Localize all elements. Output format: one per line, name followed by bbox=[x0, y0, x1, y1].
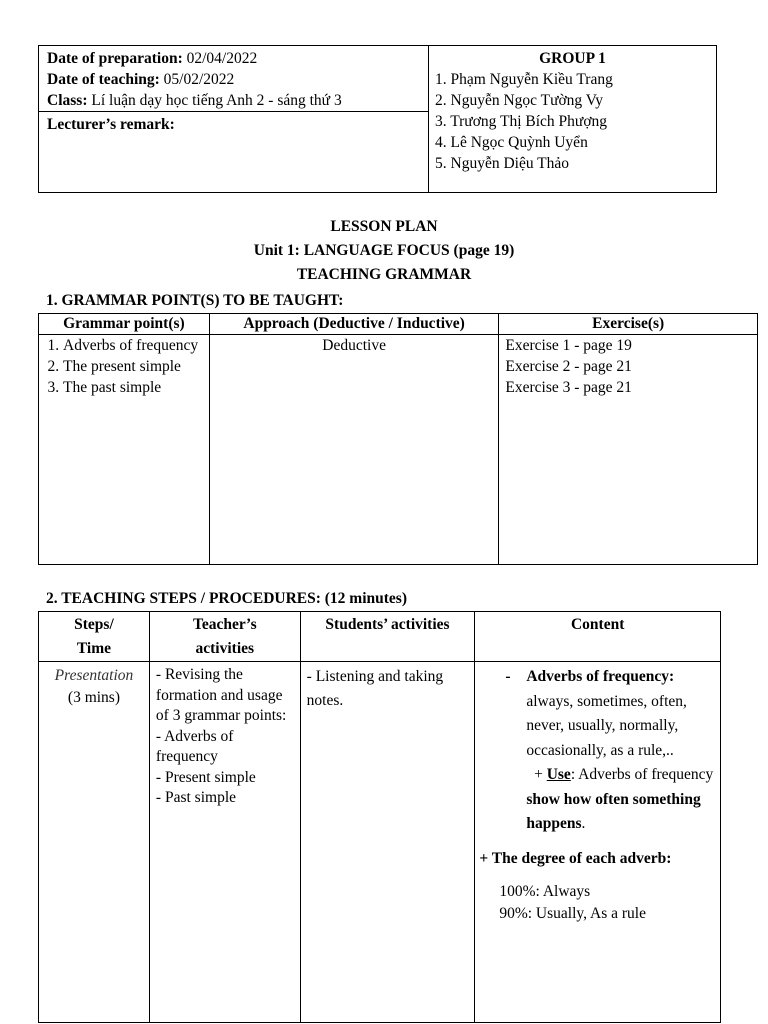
adverbs-title: Adverbs of frequency: bbox=[526, 668, 675, 685]
group-member: 2. Nguyễn Ngọc Tường Vy bbox=[435, 92, 604, 109]
table-row bbox=[39, 335, 758, 565]
list-item: Exercise 1 - page 19 bbox=[505, 337, 632, 354]
class-value: Lí luận dạy học tiếng Anh 2 - sáng thứ 3 bbox=[91, 92, 342, 109]
teacher-header bbox=[149, 612, 300, 662]
lecturer-remark bbox=[39, 112, 444, 137]
adverbs-block bbox=[503, 665, 714, 763]
section1-heading: 1. GRAMMAR POINT(S) TO BE TAUGHT: bbox=[46, 292, 344, 309]
steps-table-header bbox=[39, 612, 721, 662]
grammar-table-header bbox=[39, 314, 758, 335]
students-activities-cell bbox=[300, 662, 475, 1023]
degree-title: + The degree of each adverb: bbox=[479, 849, 672, 867]
list-item: 3. The past simple bbox=[63, 377, 203, 398]
class-label: Class: bbox=[47, 92, 88, 109]
header-box bbox=[38, 45, 717, 193]
step-time: (3 mins) bbox=[67, 688, 120, 706]
date-teaching-line bbox=[47, 69, 420, 90]
teacher-header-line1: Teacher’s bbox=[192, 616, 257, 633]
teacher-header-line2: activities bbox=[195, 640, 255, 657]
steps-header bbox=[39, 612, 150, 662]
steps-table bbox=[38, 611, 721, 1023]
students-activity: - Listening and taking notes. bbox=[306, 668, 444, 709]
students-header: Students’ activities bbox=[300, 612, 475, 662]
grammar-points-list bbox=[41, 335, 203, 398]
approach-cell bbox=[209, 335, 499, 565]
exercises-cell bbox=[499, 335, 758, 565]
date-teaching-label: Date of teaching: bbox=[47, 71, 160, 88]
group-title: GROUP 1 bbox=[539, 50, 606, 67]
steps-header-line1: Steps/ bbox=[74, 616, 114, 633]
teacher-activity: - Revising the formation and usage of 3 grammar points: bbox=[155, 666, 287, 724]
teaching-grammar-title: TEACHING GRAMMAR bbox=[296, 266, 472, 283]
teacher-activity: - Past simple bbox=[155, 789, 237, 806]
teacher-activity: - Present simple bbox=[155, 768, 256, 786]
use-text: : Adverbs of frequency bbox=[570, 766, 714, 783]
content-header: Content bbox=[475, 612, 721, 662]
date-preparation-label: Date of preparation: bbox=[47, 50, 183, 67]
content-cell bbox=[475, 662, 721, 1023]
step-name: Presentation bbox=[54, 667, 134, 684]
date-preparation-line bbox=[47, 48, 420, 69]
use-label: Use bbox=[546, 766, 571, 783]
grammar-table bbox=[38, 313, 758, 565]
group-members bbox=[429, 46, 716, 176]
date-preparation-value: 02/04/2022 bbox=[186, 50, 258, 67]
use-bold-text: show how often something happens bbox=[526, 790, 701, 832]
degree-list bbox=[499, 881, 714, 924]
teacher-activity: - Adverbs of frequency bbox=[155, 727, 234, 765]
table-row bbox=[39, 662, 721, 1023]
grammar-point-header: Grammar point(s) bbox=[39, 314, 210, 335]
approach-header: Approach (Deductive / Inductive) bbox=[209, 314, 499, 335]
unit-title: Unit 1: LANGUAGE FOCUS (page 19) bbox=[253, 242, 515, 259]
group-member: 4. Lê Ngọc Quỳnh Uyển bbox=[435, 134, 588, 151]
list-item: 90%: Usually, As a rule bbox=[499, 904, 646, 922]
group-member: 5. Nguyễn Diệu Thảo bbox=[435, 155, 570, 172]
group-member: 3. Trương Thị Bích Phượng bbox=[435, 113, 608, 130]
section2-heading: 2. TEACHING STEPS / PROCEDURES: (12 minutes) bbox=[46, 590, 407, 607]
exercise-header: Exercise(s) bbox=[499, 314, 758, 335]
use-prefix: + bbox=[534, 766, 543, 783]
lecturer-remark-label: Lecturer’s remark: bbox=[47, 116, 175, 133]
class-line bbox=[47, 90, 420, 111]
preparation-info bbox=[39, 46, 428, 112]
list-item: 1. Adverbs of frequency bbox=[63, 335, 203, 356]
date-teaching-value: 05/02/2022 bbox=[163, 71, 235, 88]
list-item: 100%: Always bbox=[499, 883, 591, 900]
group-member: 1. Phạm Nguyễn Kiều Trang bbox=[435, 71, 613, 88]
steps-header-line2: Time bbox=[76, 640, 112, 657]
step-cell bbox=[39, 662, 150, 1023]
grammar-points-cell bbox=[39, 335, 210, 565]
list-item: 2. The present simple bbox=[63, 356, 203, 377]
adverbs-list: always, sometimes, often, never, usually, normally, occasionally, as a rule,.. bbox=[526, 692, 687, 759]
lesson-plan-title: LESSON PLAN bbox=[330, 218, 438, 235]
teacher-activities-cell bbox=[149, 662, 300, 1023]
use-block bbox=[503, 763, 714, 837]
list-item: Exercise 2 - page 21 bbox=[505, 358, 632, 375]
approach-value: Deductive bbox=[322, 337, 386, 354]
list-item: Exercise 3 - page 21 bbox=[505, 379, 632, 396]
bullet-dash: - bbox=[505, 668, 511, 685]
use-end: . bbox=[581, 815, 586, 832]
header-left bbox=[39, 46, 429, 192]
